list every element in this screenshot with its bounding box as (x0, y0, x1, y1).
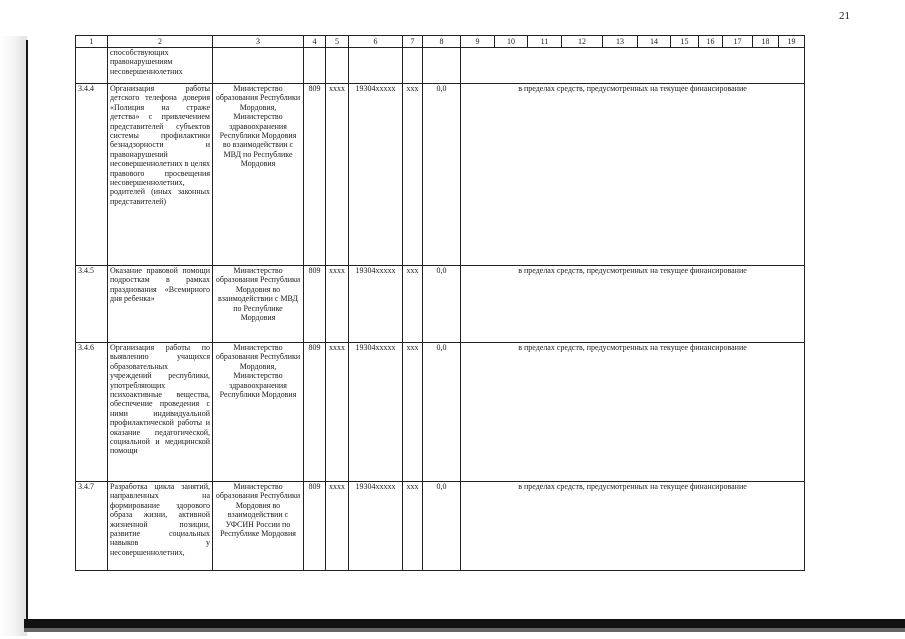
measure-name: Организация работы детского телефона доверия «Полиция на страже детства» с привлечением представителей субъектов системы профилактики безнадзорности и правонарушений несовершеннолетних в целях правового просвещения несовершеннолетних, родителей (иных законных представителей) (108, 84, 213, 266)
amount: 0,0 (423, 343, 461, 482)
section-code: xxxx (326, 266, 349, 343)
financing-note: в пределах средств, предусмотренных на текущее финансирование (461, 266, 805, 343)
amount: 0,0 (423, 266, 461, 343)
executor: Министерство образования Республики Мордовия, Министерство здравоохранения Республики Мордовия во взаимодействии с МВД по Республике Мордовия (213, 84, 304, 266)
column-number: 10 (495, 36, 528, 48)
measure-number: 3.4.4 (76, 84, 108, 266)
section-code: xxxx (326, 84, 349, 266)
budget-code: 809 (304, 343, 326, 482)
measure-number: 3.4.6 (76, 343, 108, 482)
measure-number: 3.4.5 (76, 266, 108, 343)
financing-note: в пределах средств, предусмотренных на текущее финансирование (461, 482, 805, 571)
column-number: 1 (76, 36, 108, 48)
column-number-row (76, 36, 805, 48)
measure-name: Разработка цикла занятий, направленных на формирование здорового образа жизни, активной жизненной позиции, развитие социальных навыков у несовершеннолетних, (108, 482, 213, 571)
column-number: 11 (528, 36, 562, 48)
expense-type-code: xxx (403, 266, 423, 343)
column-number: 2 (108, 36, 213, 48)
column-number: 13 (603, 36, 638, 48)
column-number: 7 (403, 36, 423, 48)
section-code: xxxx (326, 343, 349, 482)
column-number: 15 (671, 36, 699, 48)
measure-number: 3.4.7 (76, 482, 108, 571)
column-number: 8 (423, 36, 461, 48)
scan-bottom-edge (24, 619, 905, 628)
target-item-code: 19304xxxxx (349, 343, 403, 482)
target-item-code: 19304xxxxx (349, 84, 403, 266)
column-number: 9 (461, 36, 495, 48)
column-number: 18 (753, 36, 779, 48)
target-item-code: 19304xxxxx (349, 482, 403, 571)
expense-type-code: xxx (403, 84, 423, 266)
column-number: 14 (638, 36, 671, 48)
column-number: 6 (349, 36, 403, 48)
column-number: 12 (562, 36, 603, 48)
expense-type-code: xxx (403, 482, 423, 571)
program-table (75, 35, 805, 571)
column-number: 4 (304, 36, 326, 48)
executor: Министерство образования Республики Мордовия во взаимодействии с УФСИН России по Республике Мордовия (213, 482, 304, 571)
executor: Министерство образования Республики Мордовия во взаимодействии с МВД по Республике Мордовия (213, 266, 304, 343)
scan-left-shadow (0, 36, 28, 636)
amount: 0,0 (423, 482, 461, 571)
continuation-row (76, 48, 805, 84)
budget-code: 809 (304, 84, 326, 266)
column-number: 16 (699, 36, 723, 48)
section-code: xxxx (326, 482, 349, 571)
target-item-code: 19304xxxxx (349, 266, 403, 343)
executor: Министерство образования Республики Мордовия, Министерство здравоохранения Республики Мордовия (213, 343, 304, 482)
table-row (76, 84, 805, 266)
scan-left-edge (26, 40, 28, 630)
column-number: 17 (723, 36, 753, 48)
budget-code: 809 (304, 482, 326, 571)
measure-name: Организация работы по выявлению учащихся образовательных учреждений республики, употребляющих психоактивные вещества, обеспечение проведения с ними индивидуальной профилактической работы и оказание педагогической, социальной и медицинской помощи (108, 343, 213, 482)
page-number: 21 (839, 10, 850, 22)
scan-bottom-shadow (24, 628, 905, 632)
financing-note: в пределах средств, предусмотренных на текущее финансирование (461, 84, 805, 266)
column-number: 5 (326, 36, 349, 48)
budget-code: 809 (304, 266, 326, 343)
table-row (76, 482, 805, 571)
financing-note: в пределах средств, предусмотренных на текущее финансирование (461, 343, 805, 482)
measure-name: способствующих правонарушениям несовершеннолетних (108, 48, 213, 84)
column-number: 3 (213, 36, 304, 48)
measure-name: Оказание правовой помощи подросткам в рамках празднования «Всемирного дня ребенка» (108, 266, 213, 343)
column-number: 19 (779, 36, 805, 48)
expense-type-code: xxx (403, 343, 423, 482)
table-row (76, 343, 805, 482)
table-row (76, 266, 805, 343)
amount: 0,0 (423, 84, 461, 266)
